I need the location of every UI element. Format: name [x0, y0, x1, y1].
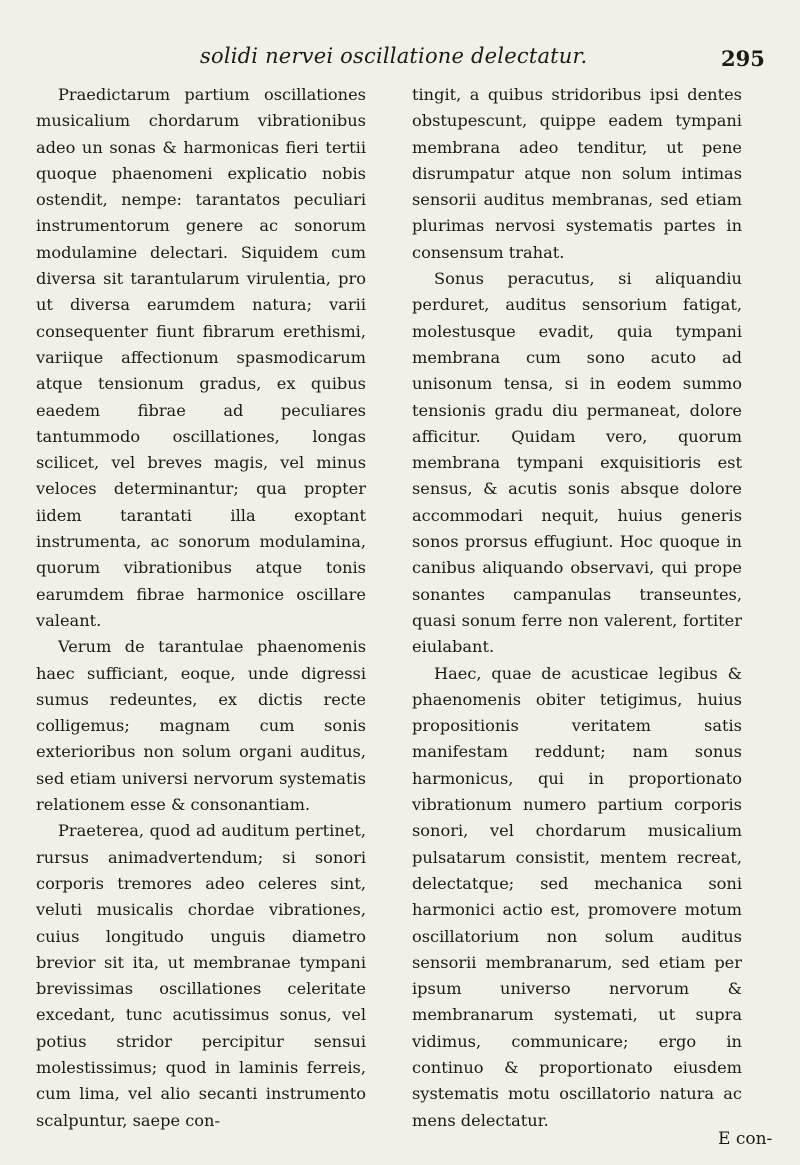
paragraph: Praeterea, quod ad auditum pertinet, rursus animadvertendum; si sonori corporis tremores adeo celeres sint, veluti musicalis chordae vibrationes, cuius longitudo unguis diametro brevior sit ita, ut membranae tympani brevissimas oscillationes celeritate excedant, tunc acutissimus sonus, vel potius stridor percipitur sensui molestissimus; quod in laminis ferreis, cum lima, vel alio secanti instrumento scalpuntur, saepe con-: [36, 821, 366, 1130]
paragraph: Praedictarum partium oscillationes musicalium chordarum vibrationibus adeo un sonas & harmonicas fieri tertii quoque phaenomeni explicatio nobis ostendit, nempe: tarantatos peculiari instrumentorum genere ac sonorum modulamine delectari. Siquidem cum diversa sit tarantularum virulentia, pro ut diversa earumdem natura; varii consequenter fiunt fibrarum erethismi, variique affectionum spasmodicarum atque tensionum gradus, ex quibus eaedem fibrae ad peculiares tantummodo oscillationes, longas scilicet, vel breves magis, vel minus veloces determinantur; qua propter iidem tarantati illa exoptant instrumenta, ac sonorum modulamina, quorum vibrationibus atque tonis earumdem fibrae harmonice oscillare valeant.: [36, 85, 366, 630]
catchword: E con-: [718, 1129, 773, 1149]
page-number: 295: [721, 46, 765, 71]
left-column: [36, 82, 366, 1134]
paragraph: Verum de tarantulae phaenomenis haec sufficiant, eoque, unde digressi sumus redeuntes, ex dictis recte colligemus; magnam cum sonis exterioribus non solum organi auditus, sed etiam universi nervorum systematis relationem esse & consonantiam.: [36, 637, 366, 815]
page-header: [0, 40, 800, 80]
right-column: [412, 82, 742, 1134]
paragraph: Haec, quae de acusticae legibus & phaenomenis obiter tetigimus, huius propositionis veritatem satis manifestam reddunt; nam sonus harmonicus, qui in proportionato vibrationum numero partium corporis sonori, vel chordarum musicalium pulsatarum consistit, mentem recreat, delectatque; sed mechanica soni harmonici actio est, promovere motum oscillatorium non solum auditus sensorii membranarum, sed etiam per ipsum universo nervorum & membranarum systemati, ut supra vidimus, communicare; ergo in continuo & proportionato eiusdem systematis motu oscillatorio natura ac mens delectatur.: [412, 663, 742, 1130]
running-title: solidi nervei oscillatione delectatur.: [200, 44, 588, 68]
paragraph: tingit, a quibus stridoribus ipsi dentes obstupescunt, quippe eadem tympani membrana adeo tenditur, ut pene disrumpatur atque non solum intimas sensorii auditus membranas, sed etiam plurimas nervosi systematis partes in consensum trahat.: [412, 85, 742, 262]
paragraph: Sonus peracutus, si aliquandiu perduret, auditus sensorium fatigat, molestusque evadit, quia tympani membrana cum sono acuto ad unisonum tensa, si in eodem summo tensionis gradu diu permaneat, dolore afficitur. Quidam vero, quorum membrana tympani exquisitioris est sensus, & acutis sonis absque dolore accommodari nequit, huius generis sonos prorsus effugiunt. Hoc quoque in canibus aliquando observavi, qui prope sonantes campanulas transeuntes, quasi sonum ferre non valerent, fortiter eiulabant.: [412, 269, 742, 657]
